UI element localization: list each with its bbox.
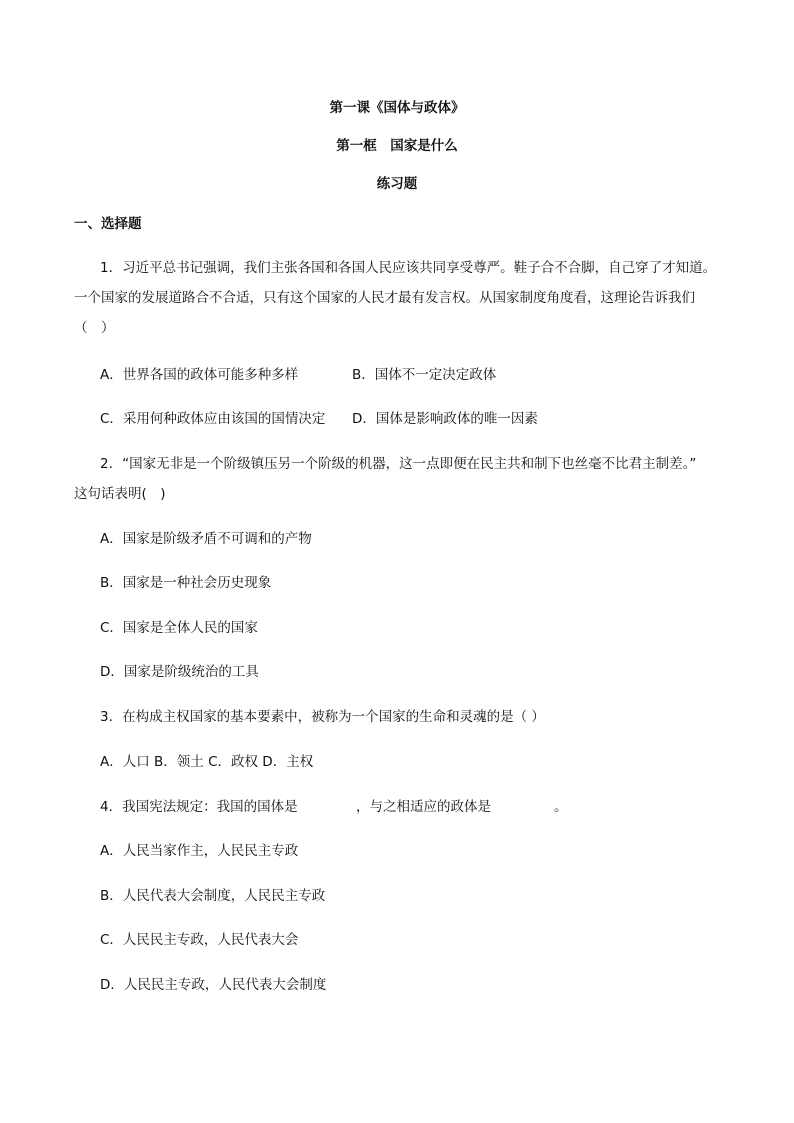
page-title: 第一课《国体与政体》: [329, 100, 465, 116]
q3-options: A．人口 B．领土 C．政权 D．主权: [100, 754, 314, 770]
q4-option-d: D．人民民主专政，人民代表大会制度: [100, 977, 327, 993]
q1-stem-line3: （ ）: [74, 320, 115, 336]
q1-stem-line1: 1．习近平总书记强调，我们主张各国和各国人民应该共同享受尊严。鞋子合不合脚，自己穿了才知道。: [100, 260, 717, 276]
q4-option-a: A．人民当家作主，人民民主专政: [100, 843, 299, 859]
q1-stem-line2: 一个国家的发展道路合不合适，只有这个国家的人民才最有发言权。从国家制度角度看，这理论告诉我们: [74, 290, 695, 306]
page-subtitle: 第一框 国家是什么: [336, 138, 458, 154]
q4-stem-part1: 4．我国宪法规定：我国的国体是: [100, 799, 298, 815]
q1-option-a: A．世界各国的政体可能多种多样: [100, 367, 299, 383]
q2-stem-line2: 这句话表明( ): [74, 486, 166, 502]
q2-option-a: A．国家是阶级矛盾不可调和的产物: [100, 531, 312, 547]
q1-option-b: B．国体不一定决定政体: [352, 367, 497, 383]
q2-option-d: D．国家是阶级统治的工具: [100, 664, 259, 680]
q2-stem-line1: 2．“国家无非是一个阶级镇压另一个阶级的机器，这一点即便在民主共和制下也丝毫不比君主制差。”: [100, 456, 697, 472]
q4-stem-part2: ，与之相适应的政体是: [356, 799, 491, 815]
part-heading: 一、选择题: [74, 216, 142, 232]
q4-option-b: B．人民代表大会制度，人民民主专政: [100, 888, 326, 904]
q2-option-c: C．国家是全体人民的国家: [100, 620, 258, 636]
q2-option-b: B．国家是一种社会历史现象: [100, 575, 272, 591]
section-title: 练习题: [376, 176, 418, 192]
q4-option-c: C．人民民主专政，人民代表大会: [100, 932, 299, 948]
q3-stem: 3．在构成主权国家的基本要素中，被称为一个国家的生命和灵魂的是（ ）: [100, 709, 545, 725]
q4-stem-part3: 。: [554, 799, 568, 815]
q1-option-d: D．国体是影响政体的唯一因素: [352, 411, 538, 427]
q1-option-c: C．采用何种政体应由该国的国情决定: [100, 411, 326, 427]
